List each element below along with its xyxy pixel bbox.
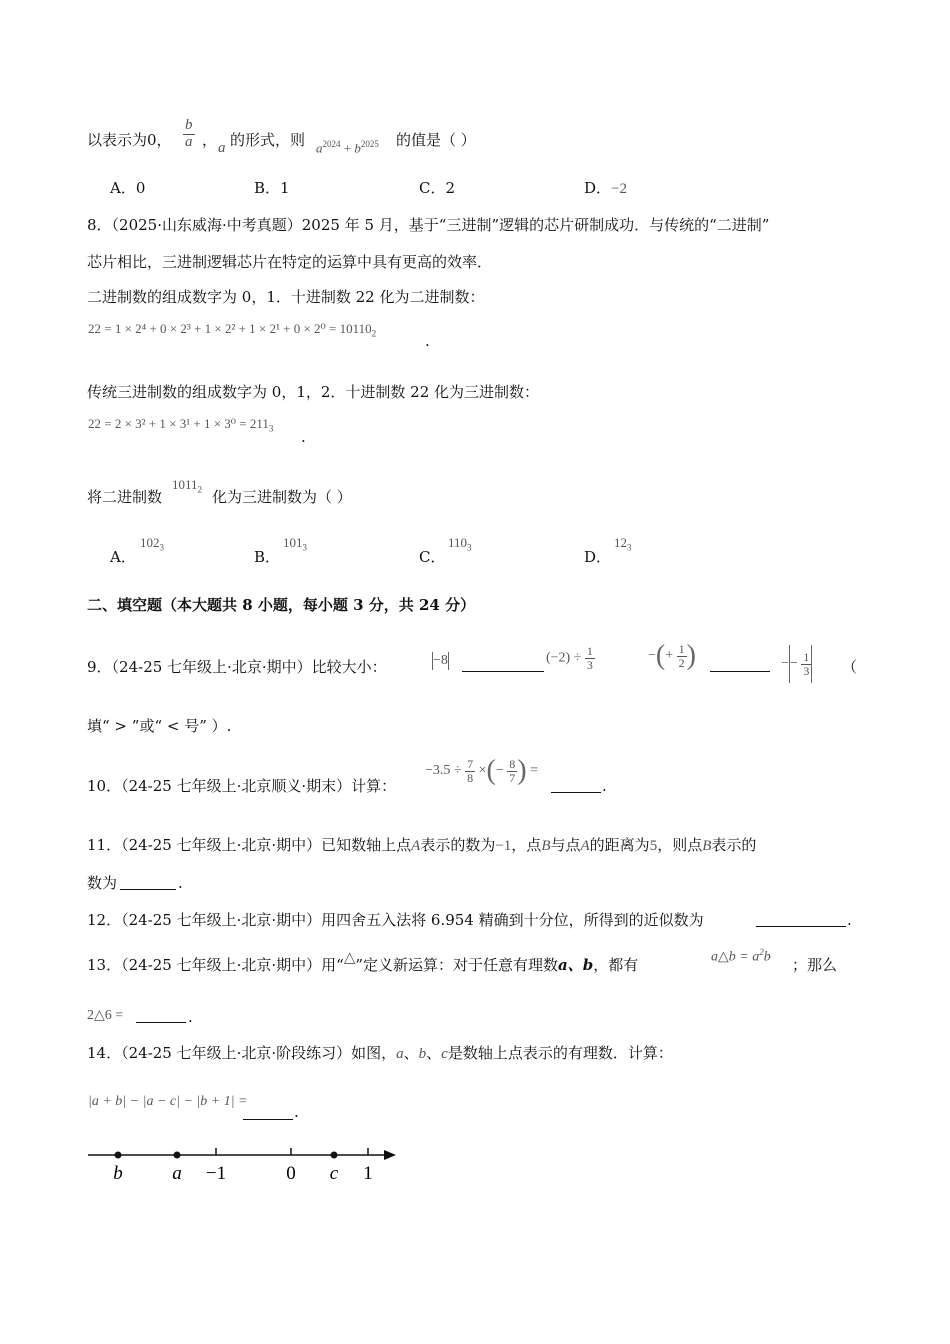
q7-question-end: 的值是（ ） [396, 131, 476, 149]
definition-expression: a△b = $a^2b$ [711, 947, 771, 965]
q8-ask-end: 化为三进制数为（ ） [212, 488, 352, 506]
var-a: a [218, 140, 226, 156]
q8-line1: 8．（2025·山东威海·中考真题）2025 年 5 月，基于“三进制”逻辑的芯片研制成功．与传统的“二进制” [87, 216, 770, 234]
expr-neg-pos-half: −(+ $\frac{1}{2}$ ) [648, 640, 696, 671]
point-c [331, 1152, 338, 1159]
answer-blank[interactable] [136, 1008, 186, 1023]
option-a-value: $102_3$ [140, 535, 164, 553]
label-c: c [329, 1163, 339, 1184]
option-d-value: $12_3$ [614, 535, 632, 553]
option-b-value: $101_3$ [283, 535, 307, 553]
q8-line3: 二进制数的组成数字为 0，1．十进制数 22 化为二进制数： [87, 288, 485, 306]
option-a[interactable]: A．0 [110, 179, 146, 197]
period: . [294, 1103, 299, 1121]
expr-neg-abs-neg-third: −− $\frac{1}{3}$ [781, 645, 812, 683]
q7-text: 的形式，则 [230, 131, 306, 149]
binary-number: $1011_2$ [172, 477, 203, 495]
option-d[interactable]: D． [584, 548, 612, 566]
open-paren: （ [842, 658, 858, 676]
answer-blank-1[interactable] [462, 657, 544, 672]
power-expression: $a^{2024} + b^{2025}$ [316, 139, 379, 156]
q11-line2: 数为 [87, 874, 118, 892]
arrow-head [384, 1150, 396, 1160]
option-b[interactable]: B．1 [254, 179, 290, 197]
answer-blank-2[interactable] [710, 657, 770, 672]
answer-blank[interactable] [243, 1105, 293, 1120]
option-c[interactable]: C．2 [419, 179, 456, 197]
q10-prompt: 10．（24-25 七年级上·北京顺义·期末）计算： [87, 777, 397, 795]
section-title: 二、填空题（本大题共 8 小题，每小题 3 分，共 24 分） [87, 596, 476, 614]
period: . [301, 428, 306, 446]
answer-blank[interactable] [756, 912, 846, 927]
q11-line1: 11．（24-25 七年级上·北京·期中）已知数轴上点A表示的数为−1，点B与点A的距离为5，则点B表示的 [87, 836, 757, 854]
q13-expression: 2△6 = [87, 1008, 124, 1023]
option-c[interactable]: C． [419, 548, 446, 566]
q8-line2: 芯片相比，三进制逻辑芯片在特定的运算中具有更高的效率． [87, 253, 493, 271]
q13-line1-end: ；那么 [792, 956, 838, 974]
period: . [425, 332, 430, 350]
q8-line4: 传统三进制数的组成数字为 0，1，2．十进制数 22 化为三进制数： [87, 383, 540, 401]
q13-line1: 13．（24-25 七年级上·北京·期中）用“△”定义新运算：对于任意有理数a、b，都有 [87, 950, 639, 974]
q10-expression: −3.5 ÷ $\frac{7}{8}$ ×(− $\frac{8}{7}$ ) = [425, 755, 538, 786]
q14-expression: |a + b| − |a − c| − |b + 1| = [88, 1094, 248, 1109]
period: . [188, 1008, 193, 1026]
q12-line: 12．（24-25 七年级上·北京·期中）用四舍五入法将 6.954 精确到十分位，所得到的近似数为 [87, 911, 704, 929]
option-c-value: $110_3$ [448, 535, 472, 553]
q9-line2: 填“ > ”或“ < 号” ）. [87, 717, 232, 735]
option-b[interactable]: B． [254, 548, 281, 566]
q14-line1: 14．（24-25 七年级上·北京·阶段练习）如图，a、b、c是数轴上点表示的有理数．计算： [87, 1044, 673, 1062]
number-line [80, 1140, 410, 1190]
q9-prompt: 9．（24-25 七年级上·北京·期中）比较大小： [87, 658, 387, 676]
answer-blank[interactable] [120, 875, 176, 890]
label-1: 1 [363, 1163, 373, 1184]
comma: ， [202, 131, 218, 149]
label-a: a [172, 1163, 182, 1184]
option-a[interactable]: A． [110, 548, 136, 566]
q8-ask: 将二进制数 [87, 488, 163, 506]
answer-blank[interactable] [551, 778, 601, 793]
period: . [178, 874, 183, 892]
binary-equation: $22 = 1 \times 2^4 + 0 \times 2^3 + 1 \times 2^2 + 1 \times 2^1 + 0 \times 2^0 = 10110_2$ [88, 321, 377, 339]
abs-minus-8: −8 [433, 653, 448, 669]
q7-line: 以表示为0， [87, 131, 172, 149]
period: . [602, 777, 607, 795]
expr-neg2-div-third: (−2) ÷ $\frac{1}{3}$ [546, 644, 593, 672]
fraction-b-over-a: $\frac{b}{a}$ [185, 117, 193, 150]
point-b [115, 1152, 122, 1159]
ternary-equation: $22 = 2 \times 3^2 + 1 \times 3^1 + 1 \times 3^0 = 211_3$ [88, 416, 274, 434]
label-neg1: −1 [205, 1163, 227, 1184]
label-b: b [113, 1163, 123, 1184]
point-a [174, 1152, 181, 1159]
option-d[interactable]: D．−2 [584, 179, 627, 197]
label-0: 0 [286, 1163, 296, 1184]
period: . [847, 911, 852, 929]
